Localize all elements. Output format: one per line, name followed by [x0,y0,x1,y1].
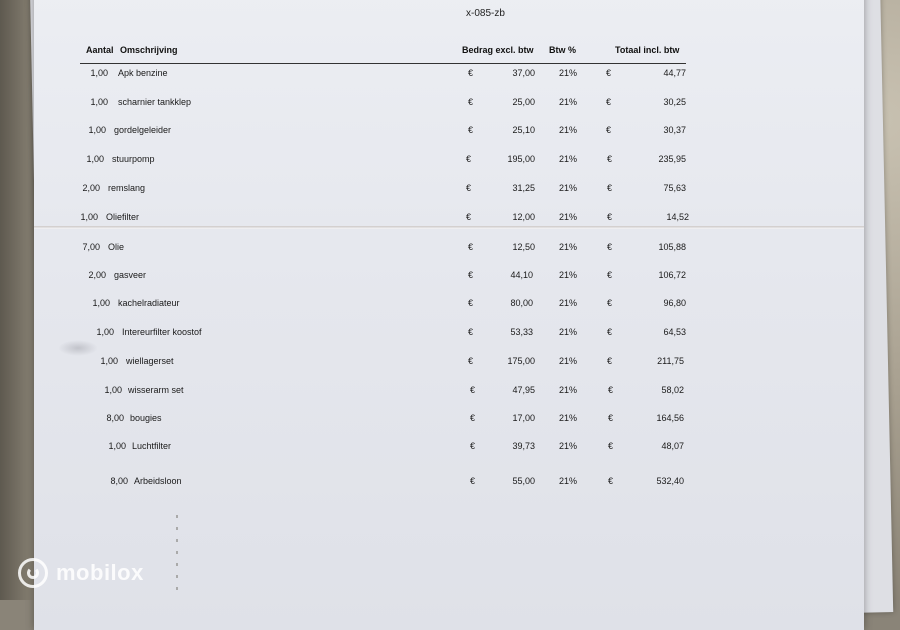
header-divider [80,63,686,64]
row-euro-incl: € [608,413,614,423]
row-omschrijving: Apk benzine [118,68,168,78]
row-omschrijving: bougies [130,413,162,423]
row-euro-excl: € [468,68,474,78]
row-euro-incl: € [607,327,613,337]
row-totaal: 30,37 [663,125,686,135]
row-omschrijving: Olie [108,242,125,252]
row-btw: 21% [559,212,578,222]
row-euro-incl: € [607,212,613,222]
perforation-dots [176,515,178,595]
header-btw: Btw % [549,45,576,55]
row-aantal: 8,00 [106,413,124,423]
header-omschrijving: Omschrijving [120,45,178,55]
row-euro-excl: € [468,97,474,107]
row-euro-excl: € [468,298,474,308]
row-omschrijving: Intereurfilter koostof [122,327,202,337]
row-btw: 21% [559,242,578,252]
row-bedrag: 31,25 [512,183,535,193]
row-btw: 21% [559,413,578,423]
row-euro-excl: € [470,413,476,423]
row-euro-incl: € [607,183,613,193]
row-bedrag: 44,10 [510,270,533,280]
row-btw: 21% [559,476,578,486]
row-totaal: 164,56 [656,413,684,423]
row-totaal: 532,40 [656,476,684,486]
row-omschrijving: gordelgeleider [114,125,172,135]
row-btw: 21% [559,298,578,308]
row-aantal: 1,00 [96,327,114,337]
row-euro-incl: € [606,125,612,135]
row-totaal: 75,63 [663,183,686,193]
row-bedrag: 12,00 [512,212,535,222]
row-btw: 21% [559,270,578,280]
row-euro-incl: € [607,154,613,164]
row-euro-incl: € [608,385,614,395]
row-totaal: 105,88 [658,242,686,252]
row-euro-incl: € [606,97,612,107]
row-bedrag: 12,50 [512,242,535,252]
row-euro-excl: € [468,125,474,135]
row-euro-excl: € [470,441,476,451]
row-omschrijving: wiellagerset [126,356,174,366]
row-omschrijving: wisserarm set [128,385,184,395]
row-euro-excl: € [466,154,472,164]
row-bedrag: 47,95 [512,385,535,395]
row-aantal: 1,00 [90,97,108,107]
row-euro-excl: € [468,270,474,280]
header-bedrag: Bedrag excl. btw [462,45,534,55]
row-aantal: 7,00 [82,242,100,252]
watermark-brand: mobilox [56,560,144,585]
row-totaal: 48,07 [661,441,684,451]
row-omschrijving: Arbeidsloon [134,476,182,486]
row-aantal: 1,00 [108,441,126,451]
invoice-paper [34,0,864,630]
row-btw: 21% [559,97,578,107]
row-bedrag: 25,00 [512,97,535,107]
row-euro-excl: € [470,476,476,486]
row-euro-excl: € [466,212,472,222]
row-bedrag: 37,00 [512,68,535,78]
row-euro-excl: € [468,242,474,252]
row-btw: 21% [559,385,578,395]
row-euro-incl: € [607,298,613,308]
row-aantal: 1,00 [92,298,110,308]
row-omschrijving: remslang [108,183,146,193]
row-totaal: 30,25 [663,97,686,107]
row-euro-excl: € [468,327,474,337]
row-totaal: 96,80 [663,298,686,308]
row-euro-incl: € [606,68,612,78]
row-aantal: 1,00 [90,68,108,78]
row-euro-incl: € [607,270,613,280]
row-aantal: 8,00 [110,476,128,486]
row-btw: 21% [559,327,578,337]
row-aantal: 2,00 [88,270,106,280]
row-euro-excl: € [466,183,472,193]
row-totaal: 106,72 [658,270,686,280]
row-bedrag: 39,73 [512,441,535,451]
row-omschrijving: Luchtfilter [132,441,172,451]
row-euro-excl: € [470,385,476,395]
row-bedrag: 53,33 [510,327,533,337]
ink-smudge [58,340,98,356]
row-btw: 21% [559,154,578,164]
row-bedrag: 17,00 [512,413,535,423]
row-euro-incl: € [608,476,614,486]
watermark [18,558,144,588]
row-btw: 21% [559,68,578,78]
document-reference: x-085-zb [466,8,505,19]
row-euro-incl: € [608,441,614,451]
row-totaal: 58,02 [661,385,684,395]
row-omschrijving: stuurpomp [112,154,155,164]
row-bedrag: 25,10 [512,125,535,135]
row-omschrijving: Oliefilter [106,212,140,222]
row-btw: 21% [559,183,578,193]
row-aantal: 2,00 [82,183,100,193]
row-totaal: 44,77 [663,68,686,78]
row-omschrijving: gasveer [114,270,147,280]
row-euro-incl: € [607,356,613,366]
row-btw: 21% [559,356,578,366]
row-bedrag: 195,00 [507,154,535,164]
row-bedrag: 175,00 [507,356,535,366]
row-btw: 21% [559,125,578,135]
row-omschrijving: kachelradiateur [118,298,180,308]
row-aantal: 1,00 [100,356,118,366]
row-aantal: 1,00 [80,212,98,222]
row-totaal: 235,95 [658,154,686,164]
row-euro-excl: € [468,356,474,366]
row-bedrag: 55,00 [512,476,535,486]
row-aantal: 1,00 [104,385,122,395]
header-aantal: Aantal [86,45,114,55]
row-aantal: 1,00 [88,125,106,135]
row-omschrijving: scharnier tankklep [118,97,192,107]
row-aantal: 1,00 [86,154,104,164]
mobilox-logo-icon [18,558,48,588]
row-bedrag: 80,00 [510,298,533,308]
row-btw: 21% [559,441,578,451]
row-totaal: 211,75 [657,356,684,366]
row-totaal: 64,53 [663,327,686,337]
row-euro-incl: € [607,242,613,252]
header-totaal: Totaal incl. btw [615,45,680,55]
paper-fold-line [34,226,864,229]
row-totaal: 14,52 [666,212,689,222]
